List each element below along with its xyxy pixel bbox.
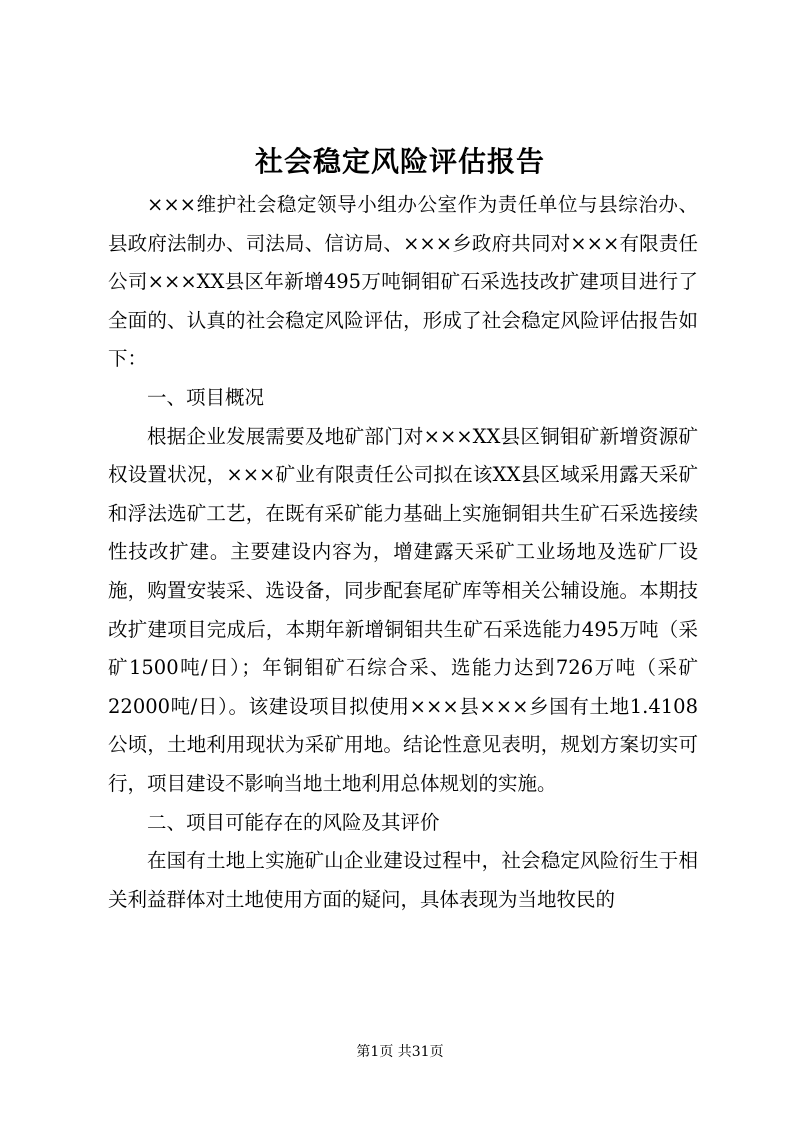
section-heading-risks: 二、项目可能存在的风险及其评价	[147, 810, 440, 834]
section-heading-project-overview: 一、项目概况	[147, 385, 265, 409]
document-body	[108, 186, 698, 919]
document-title: 社会稳定风险评估报告	[254, 145, 545, 178]
intro-paragraph: ×××维护社会稳定领导小组办公室作为责任单位与县综治办、县政府法制办、司法局、信访局、×××乡政府共同对×××有限责任公司×××XX县区年新增495万吨铜钼矿石采选技改扩建项目进行了全面的、认真的社会稳定风险评估，形成了社会稳定风险评估报告如下：	[108, 193, 698, 371]
risks-paragraph: 在国有土地上实施矿山企业建设过程中，社会稳定风险衍生于相关利益群体对土地使用方面的疑问，具体表现为当地牧民的	[108, 849, 698, 911]
project-overview-paragraph: 根据企业发展需要及地矿部门对×××XX县区铜钼矿新增资源矿权设置状况，×××矿业有限责任公司拟在该XX县区域采用露天采矿和浮法选矿工艺，在既有采矿能力基础上实施铜钼共生矿石采选接续性技改扩建。主要建设内容为，增建露天采矿工业场地及选矿厂设施，购置安装采、选设备，同步配套尾矿库等相关公辅设施。本期技改扩建项目完成后，本期年新增铜钼共生矿石采选能力495万吨（采矿1500吨/日）；年铜钼矿石综合采、选能力达到726万吨（采矿22000吨/日）。该建设项目拟使用×××县×××乡国有土地1.4108公顷，土地利用现状为采矿用地。结论性意见表明，规划方案切实可行，项目建设不影响当地土地利用总体规划的实施。	[108, 424, 698, 795]
page-number-footer: 第1页 共31页	[356, 1044, 444, 1060]
